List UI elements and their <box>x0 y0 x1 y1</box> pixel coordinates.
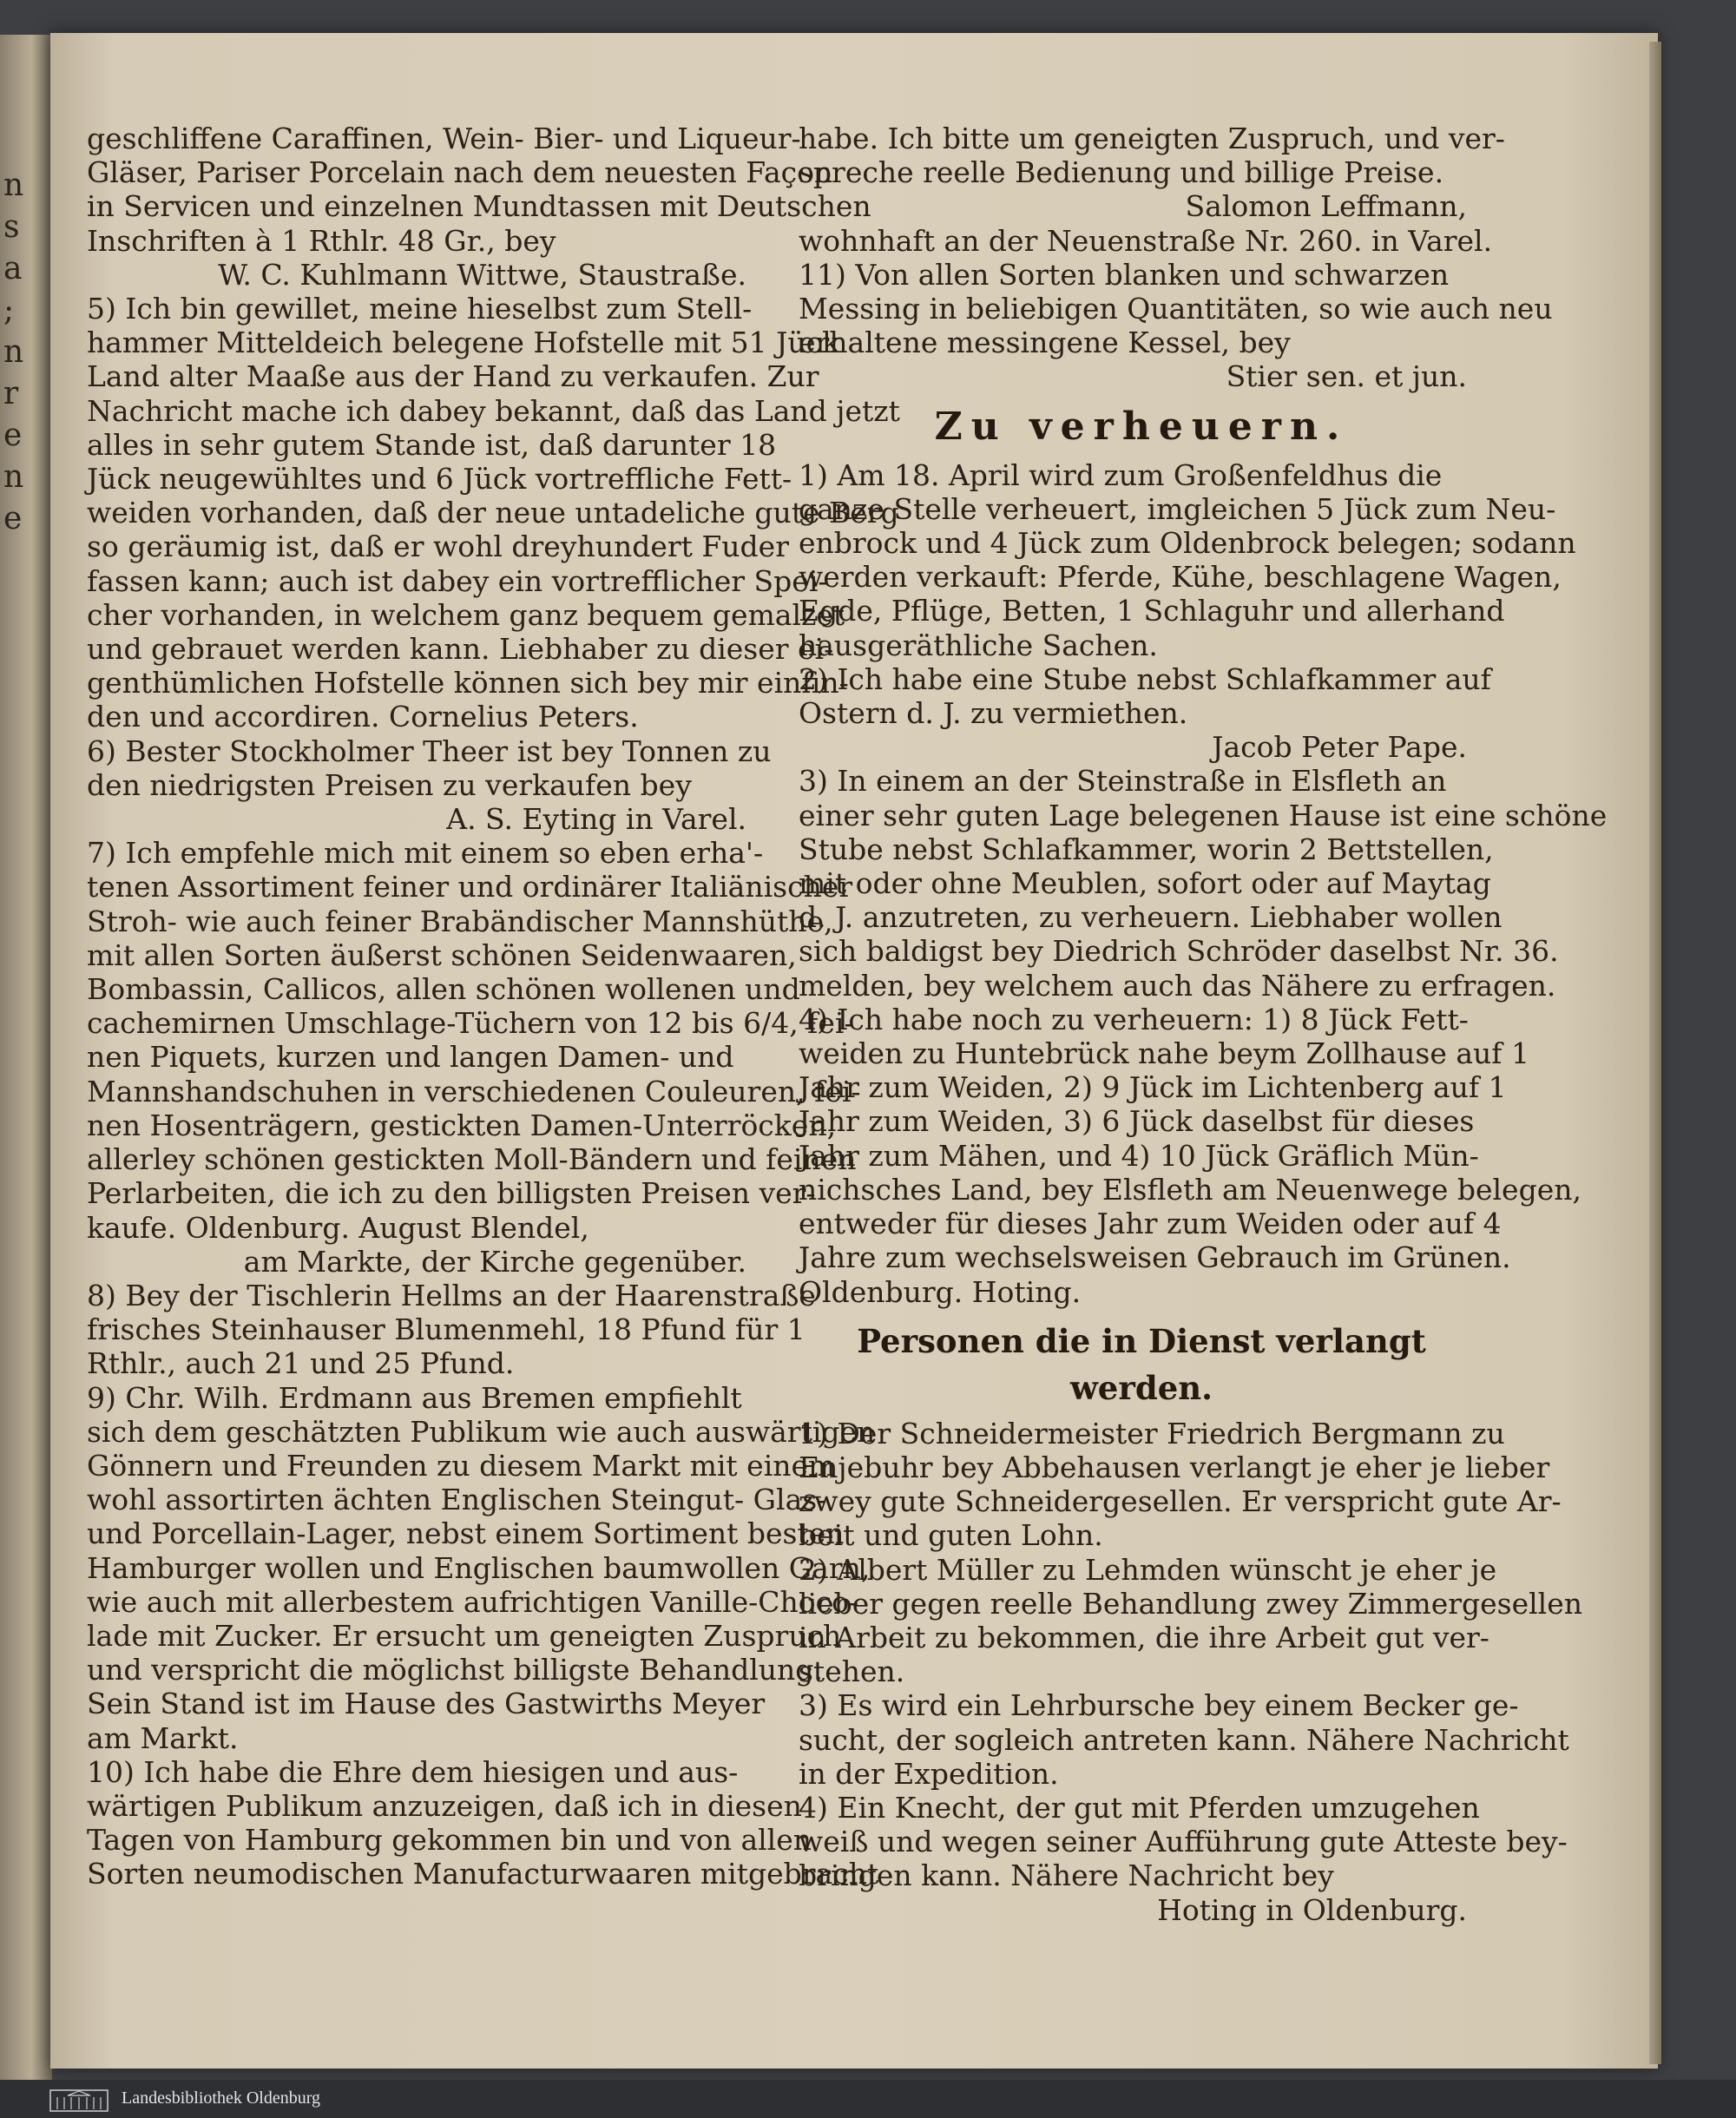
text-line: weiden vorhanden, daß der neue untadeliche gute Berg <box>87 496 899 530</box>
text-line: wohl assortirten ächten Englischen Steingut- Glas- <box>87 1483 827 1517</box>
margin-letter: e <box>3 501 23 536</box>
signature-line: Hoting in Oldenburg. <box>1157 1892 1467 1927</box>
text-line: Tagen von Hamburg gekommen bin und von allen <box>87 1823 812 1858</box>
text-line: lieber gegen reelle Behandlung zwey Zimmergesellen <box>799 1586 1583 1621</box>
library-name: Landesbibliothek Oldenburg <box>122 2088 321 2108</box>
text-line: 5) Ich bin gewillet, meine hieselbst zum Stell- <box>87 292 753 326</box>
text-line: 2) Albert Müller zu Lehmden wünscht je eher je <box>799 1552 1497 1587</box>
text-line: mit allen Sorten äußerst schönen Seidenwaaren, <box>87 937 797 972</box>
text-line: hausgeräthliche Sachen. <box>799 628 1158 662</box>
text-line: 11) Von allen Sorten blanken und schwarzen <box>799 257 1450 292</box>
text-line: allerley schönen gestickten Moll-Bändern und feinen <box>87 1142 857 1177</box>
text-line: den niedrigsten Preisen zu verkaufen bey <box>87 767 692 802</box>
text-line: d. J. anzutreten, zu verheuern. Liebhaber wollen <box>799 900 1503 935</box>
text-line: Bombassin, Callicos, allen schönen wollenen und <box>87 972 800 1007</box>
text-line: einer sehr guten Lage belegenen Hause ist eine schöne <box>799 798 1608 832</box>
signature-line: Salomon Leffmann, <box>1185 189 1467 224</box>
margin-letter: n <box>3 168 24 203</box>
text-line: spreche reelle Bedienung und billige Preise. <box>799 155 1444 190</box>
text-line: Egde, Pflüge, Betten, 1 Schlaguhr und allerhand <box>799 594 1505 628</box>
text-line: 6) Bester Stockholmer Theer ist bey Tonnen zu <box>87 733 772 768</box>
text-line: zwey gute Schneidergesellen. Er verspricht gute Ar- <box>799 1484 1562 1519</box>
footer-bar <box>0 2080 1736 2118</box>
text-line: 4) Ein Knecht, der gut mit Pferden umzugehen <box>799 1790 1480 1825</box>
margin-letter: s <box>3 209 20 245</box>
margin-letter: n <box>3 334 24 370</box>
section-heading-service: Personen die in Dienst verlangt werden. <box>857 1321 1426 1407</box>
page-stack-edge <box>1649 42 1661 2064</box>
previous-page-edge <box>0 35 52 2092</box>
text-line: mit oder ohne Meublen, sofort oder auf Maytag <box>799 866 1491 901</box>
text-line: melden, bey welchem auch das Nähere zu erfragen. <box>799 968 1556 1003</box>
text-line: genthümlichen Hofstelle können sich bey mir einfin- <box>87 666 849 701</box>
text-line: so geräumig ist, daß er wohl dreyhundert Fuder <box>87 530 789 564</box>
signature-line: A. S. Eyting in Varel. <box>446 802 746 837</box>
signature-line: wohnhaft an der Neuenstraße Nr. 260. in Varel. <box>799 223 1493 258</box>
text-line: in der Expedition. <box>799 1756 1059 1791</box>
text-line: Hamburger wollen und Englischen baumwollen Garn, <box>87 1550 871 1585</box>
signature-line: Jacob Peter Pape. <box>1212 730 1467 765</box>
text-line: erhaltene messingene Kessel, bey <box>799 326 1291 360</box>
text-line: 8) Bey der Tischlerin Hellms an der Haarenstraße <box>87 1278 816 1312</box>
text-line: Inschriften à 1 Rthlr. 48 Gr., bey <box>87 223 556 258</box>
text-line: Jahr zum Weiden, 2) 9 Jück im Lichtenberg auf 1 <box>799 1070 1507 1105</box>
text-line: Oldenburg. Hoting. <box>799 1274 1082 1309</box>
text-line: Sein Stand ist im Hause des Gastwirths Meyer <box>87 1687 766 1721</box>
text-line: frisches Steinhauser Blumenmehl, 18 Pfund für 1 <box>87 1312 806 1347</box>
text-line: 3) Es wird ein Lehrbursche bey einem Becker ge- <box>799 1688 1519 1723</box>
text-line: Jahr zum Mähen, und 4) 10 Jück Gräflich Mün- <box>799 1138 1479 1173</box>
text-line: Jahre zum wechselsweisen Gebrauch im Grünen. <box>799 1240 1511 1275</box>
text-line: Messing in beliebigen Quantitäten, so wie auch neu <box>799 292 1553 326</box>
right-column <box>799 122 1608 1927</box>
section-heading-rent: Zu verheuern. <box>934 404 1349 449</box>
margin-letter: n <box>3 459 24 495</box>
text-line: Jahr zum Weiden, 3) 6 Jück daselbst für dieses <box>799 1104 1475 1139</box>
text-line: Perlarbeiten, die ich zu den billigsten Preisen ver- <box>87 1176 816 1211</box>
text-line: entweder für dieses Jahr zum Weiden oder auf 4 <box>799 1207 1502 1241</box>
text-line: weiß und wegen seiner Aufführung gute Atteste bey- <box>799 1825 1568 1859</box>
text-line: bringen kann. Nähere Nachricht bey <box>799 1858 1334 1893</box>
text-line: 7) Ich empfehle mich mit einem so eben erha'- <box>87 836 764 871</box>
text-line: beit und guten Lohn. <box>799 1518 1103 1553</box>
margin-letter: ; <box>3 293 15 328</box>
text-line: Jück neugewühltes und 6 Jück vortreffliche Fett- <box>87 462 792 497</box>
text-line: sucht, der sogleich antreten kann. Nähere Nachricht <box>799 1722 1569 1757</box>
signature-line: am Markte, der Kirche gegenüber. <box>243 1244 746 1279</box>
text-line: Gläser, Pariser Porcelain nach dem neuesten Façon <box>87 155 833 190</box>
text-line: Stube nebst Schlafkammer, worin 2 Bettstellen, <box>799 832 1494 866</box>
text-line: 10) Ich habe die Ehre dem hiesigen und aus- <box>87 1754 739 1789</box>
text-line: in Arbeit zu bekommen, die ihre Arbeit gut ver- <box>799 1620 1489 1654</box>
text-line: alles in sehr gutem Stande ist, daß darunter 18 <box>87 427 777 462</box>
text-line: Mannshandschuhen in verschiedenen Couleuren, fei- <box>87 1074 861 1108</box>
text-line: sich baldigst bey Diedrich Schröder daselbst Nr. 36. <box>799 934 1559 969</box>
text-line: den und accordiren. Cornelius Peters. <box>87 700 639 734</box>
text-line: lade mit Zucker. Er ersucht um geneigten Zuspruch <box>87 1618 842 1653</box>
text-line: 3) In einem an der Steinstraße in Elsfleth an <box>799 764 1447 799</box>
text-line: 9) Chr. Wilh. Erdmann aus Bremen empfiehlt <box>87 1380 742 1415</box>
signature-line: W. C. Kuhlmann Wittwe, Staustraße. <box>218 257 746 292</box>
text-line: nichsches Land, bey Elsfleth am Neuenwege belegen, <box>799 1172 1581 1207</box>
text-line: kaufe. Oldenburg. August Blendel, <box>87 1210 589 1245</box>
text-line: Enjebuhr bey Abbehausen verlangt je eher je lieber <box>799 1450 1550 1484</box>
text-line: Stroh- wie auch feiner Brabändischer Mannshüthe, <box>87 904 833 938</box>
margin-letter: a <box>3 251 23 286</box>
text-line: Rthlr., auch 21 und 25 Pfund. <box>87 1346 515 1381</box>
text-line: Nachricht mache ich dabey bekannt, daß das Land jetzt <box>87 393 900 428</box>
text-line: weiden zu Huntebrück nahe beym Zollhause auf 1 <box>799 1036 1529 1071</box>
text-line: tenen Assortiment feiner und ordinärer Italiänischer <box>87 870 853 904</box>
text-line: wärtigen Publikum anzuzeigen, daß ich in diesen <box>87 1788 802 1823</box>
text-line: habe. Ich bitte um geneigten Zuspruch, und ver- <box>799 122 1505 155</box>
text-line: Ostern d. J. zu vermiethen. <box>799 696 1188 731</box>
text-line: Gönnern und Freunden zu diesem Markt mit einem <box>87 1448 836 1483</box>
text-line: enbrock und 4 Jück zum Oldenbrock belegen; sodann <box>799 526 1576 561</box>
text-line: 1) Der Schneidermeister Friedrich Bergmann zu <box>799 1416 1505 1450</box>
text-line: 1) Am 18. April wird zum Großenfeldhus die <box>799 457 1443 492</box>
text-line: ganze Stelle verheuert, imgleichen 5 Jück zum Neu- <box>799 491 1556 526</box>
text-line: cachemirnen Umschlage-Tüchern von 12 bis 6/4, fei- <box>87 1006 854 1041</box>
margin-letter: e <box>3 418 23 453</box>
signature-line: Stier sen. et jun. <box>1226 359 1467 394</box>
text-line: nen Hosenträgern, gestickten Damen-Unterröcken, <box>87 1108 837 1142</box>
text-line: und verspricht die möglichst billigste Behandlung. <box>87 1653 823 1687</box>
text-line: nen Piquets, kurzen und langen Damen- und <box>87 1040 734 1075</box>
text-line: cher vorhanden, in welchem ganz bequem gemalzet <box>87 597 845 632</box>
text-line: 4) Ich habe noch zu verheuern: 1) 8 Jück Fett- <box>799 1002 1469 1036</box>
text-line: am Markt. <box>87 1720 239 1755</box>
text-line: fassen kann; auch ist dabey ein vortrefflicher Spei- <box>87 563 828 598</box>
text-line: werden verkauft: Pferde, Kühe, beschlagene Wagen, <box>799 560 1562 595</box>
text-line: wie auch mit allerbestem aufrichtigen Vanille-Choco- <box>87 1584 859 1619</box>
margin-letter: r <box>3 376 19 411</box>
library-building-icon <box>49 2087 109 2113</box>
text-line: stehen. <box>799 1654 905 1689</box>
text-line: Sorten neumodischen Manufacturwaaren mitgebracht <box>87 1857 879 1891</box>
text-line: und Porcellain-Lager, nebst einem Sortiment besten <box>87 1516 845 1551</box>
previous-page-letters <box>3 165 38 540</box>
text-line: hammer Mitteldeich belegene Hofstelle mit 51 Jück <box>87 326 840 360</box>
text-line: Land alter Maaße aus der Hand zu verkaufen. Zur <box>87 359 819 394</box>
text-line: sich dem geschätzten Publikum wie auch auswärtigen <box>87 1414 876 1449</box>
text-line: geschliffene Caraffinen, Wein- Bier- und Liqueur- <box>87 122 801 155</box>
text-line: 2) Ich habe eine Stube nebst Schlafkammer auf <box>799 661 1491 696</box>
text-line: und gebrauet werden kann. Liebhaber zu dieser ei- <box>87 632 834 667</box>
text-line: in Servicen und einzelnen Mundtassen mit Deutschen <box>87 189 871 224</box>
